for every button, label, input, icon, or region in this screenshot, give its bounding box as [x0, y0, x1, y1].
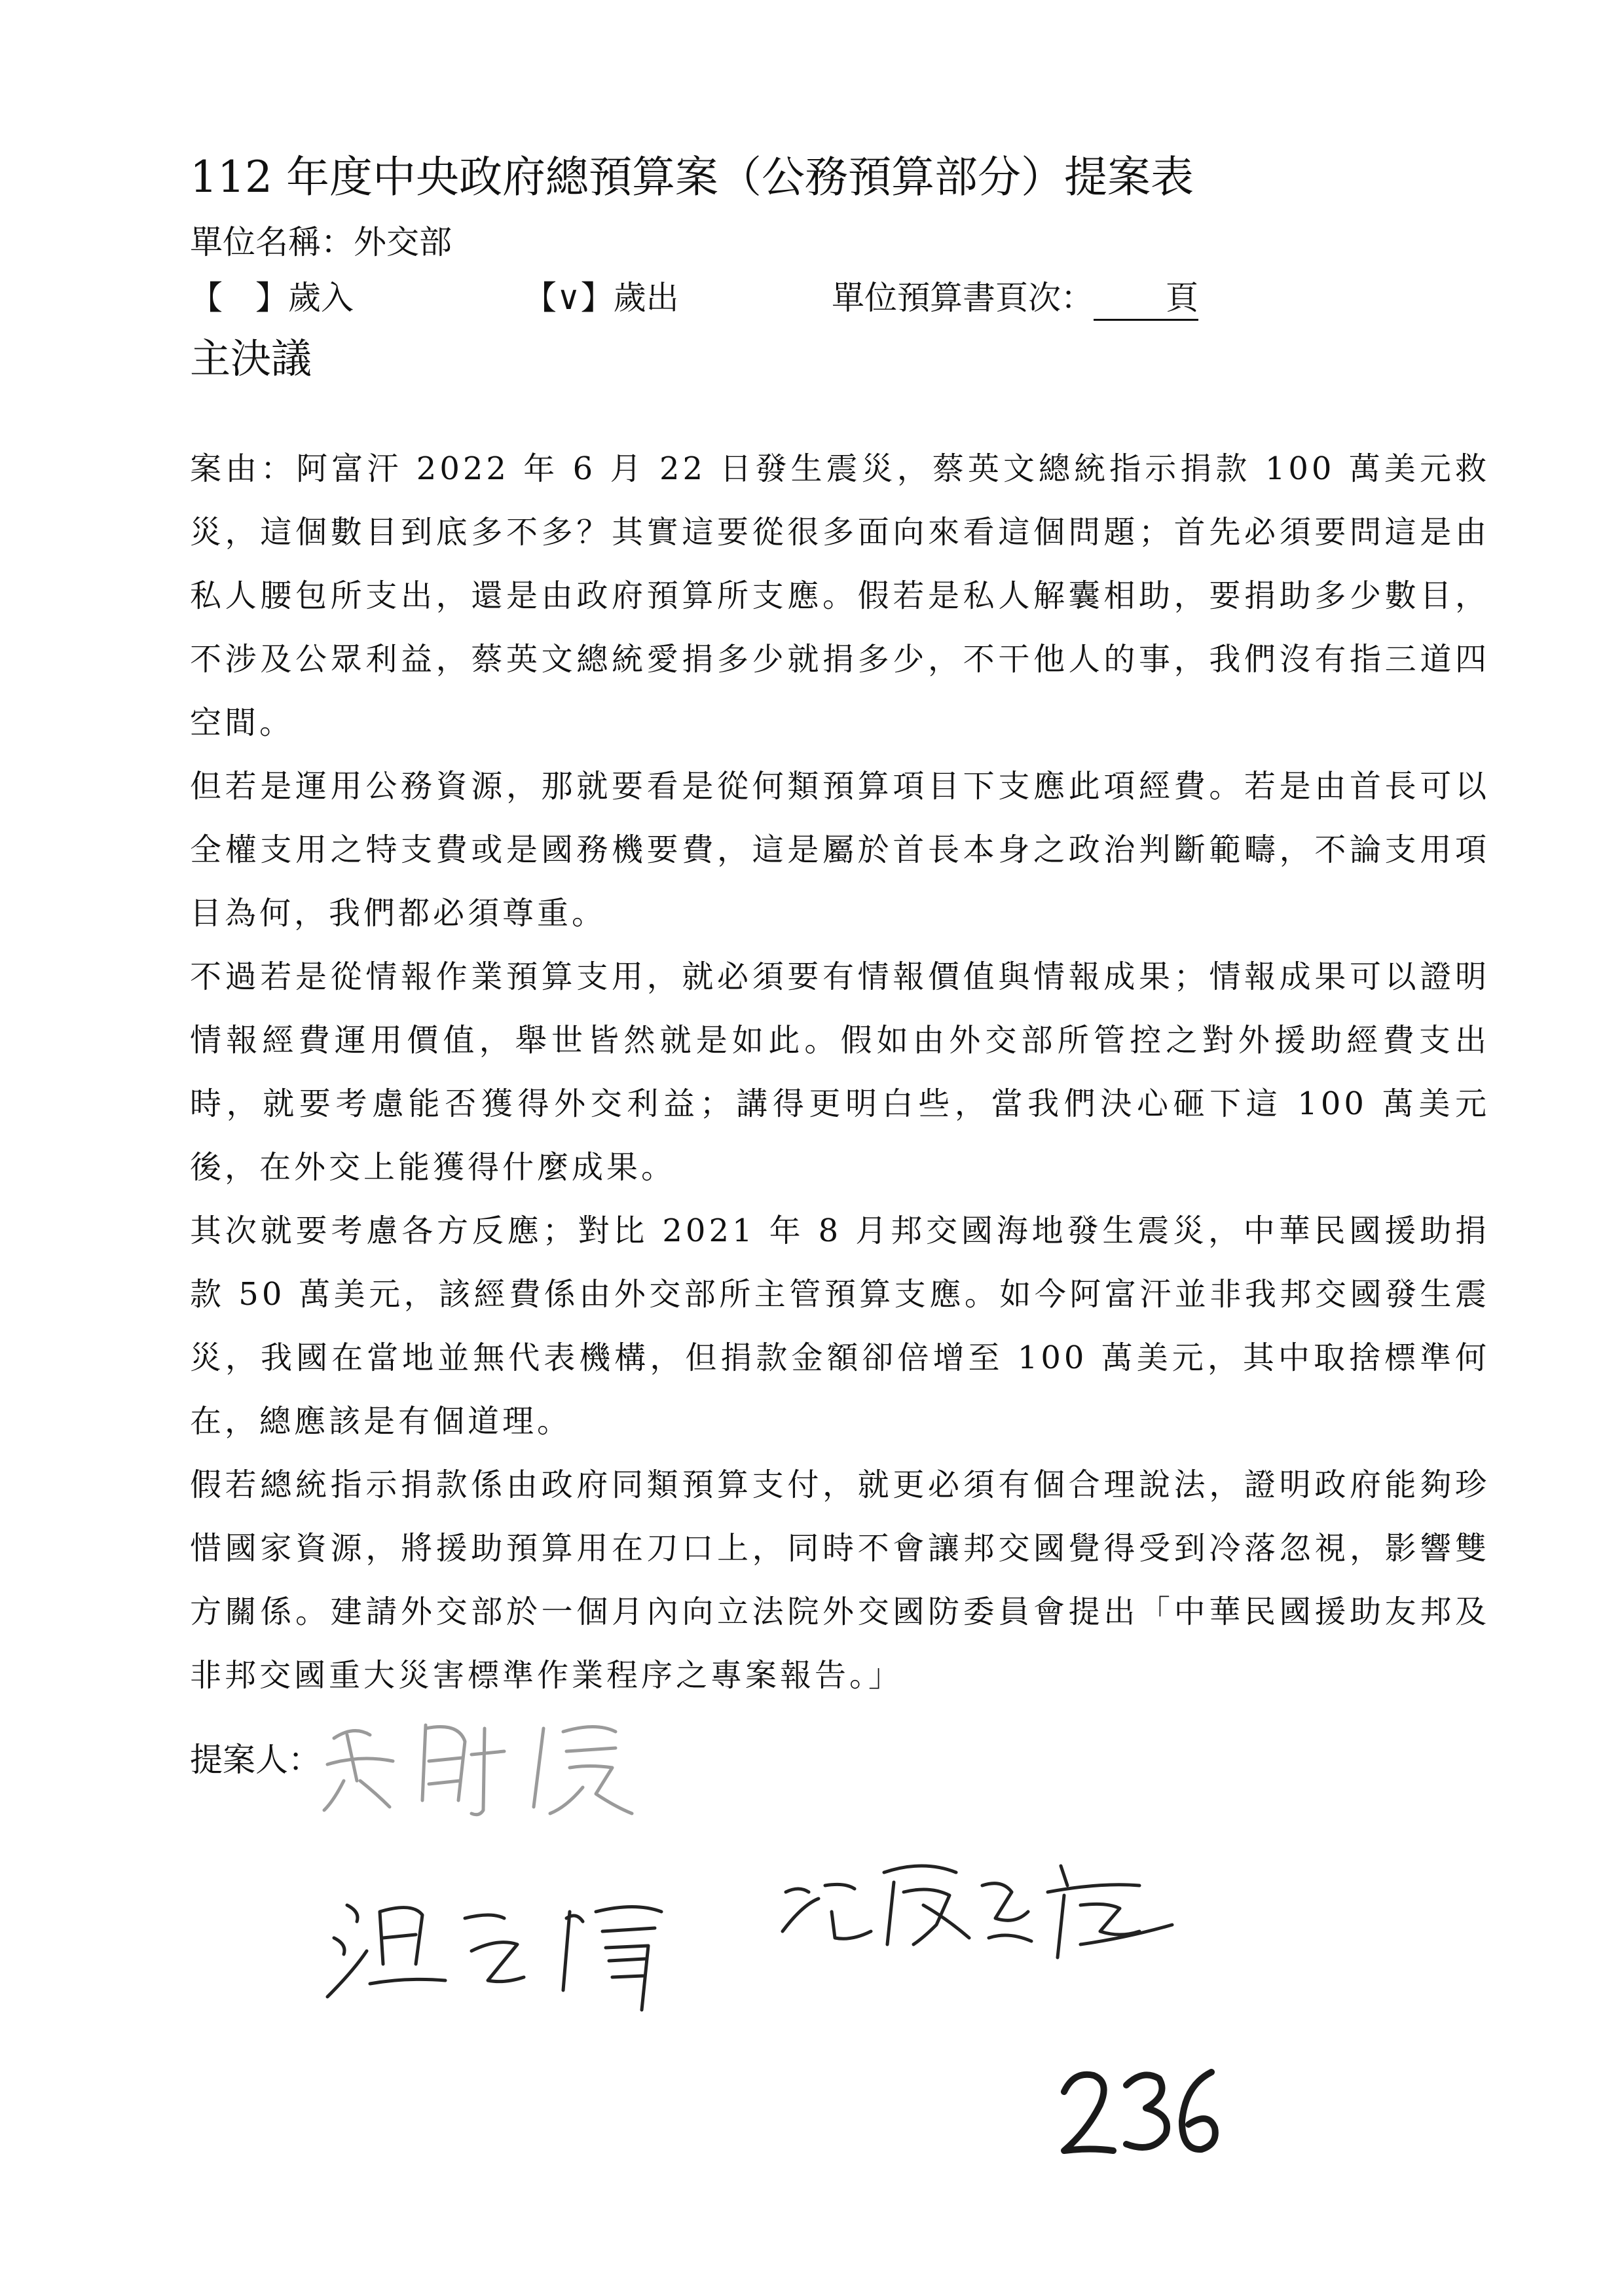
- handwritten-page-number: [1054, 2059, 1225, 2164]
- handwritten-signatures-left: [308, 1702, 688, 2049]
- signature-stroke: [465, 1915, 524, 1982]
- page-ref-blank: 頁: [1094, 272, 1198, 321]
- budget-type-row: [190, 272, 1198, 321]
- proposer-label: 提案人：: [190, 1741, 321, 1779]
- handwritten-signature-right: [773, 1846, 1192, 1977]
- paragraph-request: 假若總統指示捐款係由政府同類預算支付，就更必須有個合理說法，證明政府能夠珍惜國家資源，將援助預算用在刀口上，同時不會讓邦交國覺得受到冷落忽視，影響雙方關係。建請外交部於一個月內向立法院外交國防委員會提出「中華民國援助友邦及非邦交國重大災害標準作業程序之專案報告。」: [190, 1467, 1490, 1694]
- expense-option: 【∨】歲出: [524, 279, 679, 317]
- signature-stroke: [327, 1905, 445, 1997]
- signature-stroke: [783, 1884, 871, 1939]
- signature-stroke: [1048, 1866, 1172, 1958]
- unit-name: 單位名稱：外交部: [190, 223, 452, 261]
- page-number-digit: [1064, 2075, 1113, 2151]
- signature-stroke: [422, 1725, 504, 1815]
- signature-stroke: [563, 1907, 661, 2011]
- paragraph-reason: 案由：阿富汗 2022 年 6 月 22 日發生震災，蔡英文總統指示捐款 100 萬美元救災，這個數目到底多不多？其實這要從很多面向來看這個問題；首先必須要問這是由私人腰包所支出，還是由政府預算所支應。假若是私人解囊相助，要捐助多少數目，不涉及公眾利益，蔡英文總統愛捐多少就捐多少，不干他人的事，我們沒有指三道四空間。: [190, 450, 1490, 741]
- signature-stroke: [982, 1884, 1031, 1941]
- signature-stroke: [884, 1866, 969, 1944]
- signature-stroke: [534, 1727, 632, 1814]
- page-number-digit: [1182, 2072, 1215, 2149]
- paragraph-comparison: 其次就要考慮各方反應；對比 2021 年 8 月邦交國海地發生震災，中華民國援助捐款 50 萬美元，該經費係由外交部所主管預算支應。如今阿富汗並非我邦交國發生震災，我國在當地並無代表機構，但捐款金額卻倍增至 100 萬美元，其中取捨標準何在，總應該是有個道理。: [190, 1212, 1490, 1440]
- signature-stroke: [324, 1731, 393, 1810]
- page-ref-label: 單位預算書頁次：: [832, 279, 1094, 317]
- page-number-digit: [1126, 2075, 1167, 2147]
- resolution-type: 主決議: [190, 335, 312, 382]
- income-option: 【 】歲入: [190, 279, 354, 317]
- paragraph-intelligence-budget: 不過若是從情報作業預算支用，就必須要有情報價值與情報成果；情報成果可以證明情報經費運用價值，舉世皆然就是如此。假如由外交部所管控之對外援助經費支出時，就要考慮能否獲得外交利益；講得更明白些，當我們決心砸下這 100 萬美元後，在外交上能獲得什麼成果。: [190, 958, 1490, 1186]
- proposal-body: [190, 437, 1490, 1707]
- page-title: 112 年度中央政府總預算案（公務預算部分）提案表: [190, 152, 1194, 202]
- paragraph-public-resources: 但若是運用公務資源，那就要看是從何類預算項目下支應此項經費。若是由首長可以全權支用之特支費或是國務機要費，這是屬於首長本身之政治判斷範疇，不論支用項目為何，我們都必須尊重。: [190, 768, 1490, 932]
